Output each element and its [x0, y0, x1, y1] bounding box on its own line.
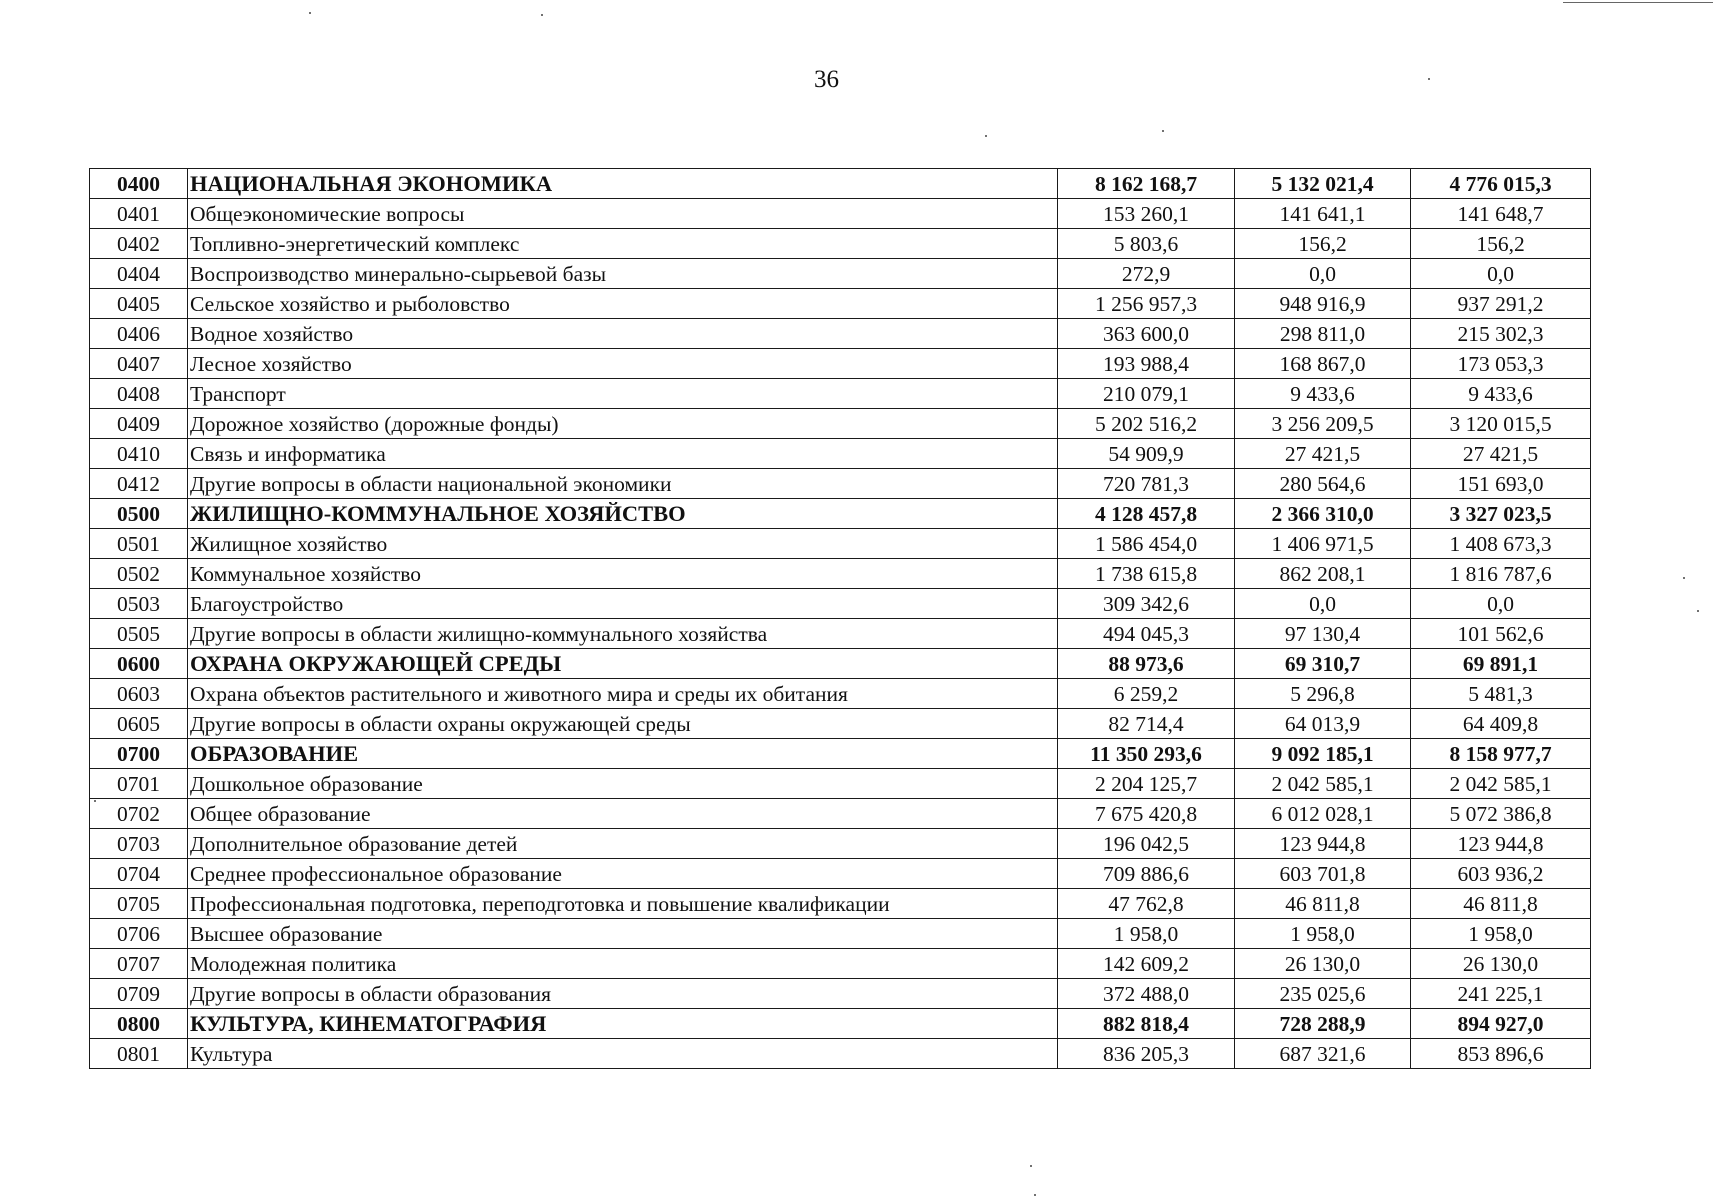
- scan-speck: [309, 12, 311, 14]
- row-value-1: 5 202 516,2: [1058, 409, 1235, 439]
- table-row: [90, 979, 1591, 1009]
- row-name: Дополнительное образование детей: [188, 829, 1058, 859]
- row-value-1: 54 909,9: [1058, 439, 1235, 469]
- row-value-3: 173 053,3: [1411, 349, 1591, 379]
- table-row: [90, 349, 1591, 379]
- row-value-1: 882 818,4: [1058, 1009, 1235, 1039]
- row-value-2: 280 564,6: [1235, 469, 1411, 499]
- row-code: 0702: [90, 799, 188, 829]
- row-value-3: 0,0: [1411, 259, 1591, 289]
- row-name: Другие вопросы в области жилищно-коммунального хозяйства: [188, 619, 1058, 649]
- row-value-1: 193 988,4: [1058, 349, 1235, 379]
- row-value-2: 156,2: [1235, 229, 1411, 259]
- row-value-3: 5 481,3: [1411, 679, 1591, 709]
- row-value-3: 123 944,8: [1411, 829, 1591, 859]
- row-value-1: 88 973,6: [1058, 649, 1235, 679]
- row-value-2: 27 421,5: [1235, 439, 1411, 469]
- table-row: [90, 829, 1591, 859]
- row-value-3: 215 302,3: [1411, 319, 1591, 349]
- row-value-3: 26 130,0: [1411, 949, 1591, 979]
- row-value-2: 0,0: [1235, 259, 1411, 289]
- row-value-1: 2 204 125,7: [1058, 769, 1235, 799]
- row-value-2: 728 288,9: [1235, 1009, 1411, 1039]
- row-value-1: 709 886,6: [1058, 859, 1235, 889]
- row-value-2: 862 208,1: [1235, 559, 1411, 589]
- row-code: 0501: [90, 529, 188, 559]
- table-row: [90, 409, 1591, 439]
- row-value-3: 1 816 787,6: [1411, 559, 1591, 589]
- row-code: 0407: [90, 349, 188, 379]
- table-row: [90, 469, 1591, 499]
- budget-table-body: [90, 169, 1591, 1069]
- row-name: Лесное хозяйство: [188, 349, 1058, 379]
- table-row: [90, 619, 1591, 649]
- row-value-3: 27 421,5: [1411, 439, 1591, 469]
- row-code: 0600: [90, 649, 188, 679]
- row-value-3: 3 120 015,5: [1411, 409, 1591, 439]
- row-value-1: 196 042,5: [1058, 829, 1235, 859]
- table-row: [90, 319, 1591, 349]
- row-value-1: 372 488,0: [1058, 979, 1235, 1009]
- section-row: [90, 739, 1591, 769]
- row-name: Среднее профессиональное образование: [188, 859, 1058, 889]
- row-name: Дорожное хозяйство (дорожные фонды): [188, 409, 1058, 439]
- row-value-2: 5 296,8: [1235, 679, 1411, 709]
- row-code: 0404: [90, 259, 188, 289]
- scan-speck: [1034, 1194, 1036, 1196]
- row-value-3: 1 408 673,3: [1411, 529, 1591, 559]
- row-value-2: 2 042 585,1: [1235, 769, 1411, 799]
- row-value-2: 26 130,0: [1235, 949, 1411, 979]
- row-code: 0402: [90, 229, 188, 259]
- row-name: КУЛЬТУРА, КИНЕМАТОГРАФИЯ: [188, 1009, 1058, 1039]
- row-code: 0503: [90, 589, 188, 619]
- budget-table: [89, 168, 1591, 1069]
- row-value-3: 603 936,2: [1411, 859, 1591, 889]
- table-row: [90, 199, 1591, 229]
- row-value-3: 46 811,8: [1411, 889, 1591, 919]
- row-value-3: 0,0: [1411, 589, 1591, 619]
- row-code: 0400: [90, 169, 188, 199]
- row-value-2: 46 811,8: [1235, 889, 1411, 919]
- row-value-2: 948 916,9: [1235, 289, 1411, 319]
- scan-edge-line: [1563, 2, 1713, 3]
- row-code: 0603: [90, 679, 188, 709]
- row-value-1: 153 260,1: [1058, 199, 1235, 229]
- row-value-1: 11 350 293,6: [1058, 739, 1235, 769]
- row-name: ОХРАНА ОКРУЖАЮЩЕЙ СРЕДЫ: [188, 649, 1058, 679]
- section-row: [90, 1009, 1591, 1039]
- row-name: Водное хозяйство: [188, 319, 1058, 349]
- row-name: Благоустройство: [188, 589, 1058, 619]
- row-value-1: 210 079,1: [1058, 379, 1235, 409]
- row-value-1: 1 958,0: [1058, 919, 1235, 949]
- scan-speck: [985, 135, 987, 137]
- row-value-1: 7 675 420,8: [1058, 799, 1235, 829]
- row-value-3: 4 776 015,3: [1411, 169, 1591, 199]
- row-name: Высшее образование: [188, 919, 1058, 949]
- row-value-3: 1 958,0: [1411, 919, 1591, 949]
- row-value-2: 5 132 021,4: [1235, 169, 1411, 199]
- row-code: 0709: [90, 979, 188, 1009]
- page-number: 36: [814, 66, 839, 93]
- scan-speck: [541, 14, 543, 16]
- row-value-2: 97 130,4: [1235, 619, 1411, 649]
- table-row: [90, 259, 1591, 289]
- table-row: [90, 379, 1591, 409]
- row-name: Общеэкономические вопросы: [188, 199, 1058, 229]
- row-code: 0406: [90, 319, 188, 349]
- row-name: ОБРАЗОВАНИЕ: [188, 739, 1058, 769]
- row-value-1: 82 714,4: [1058, 709, 1235, 739]
- row-name: Жилищное хозяйство: [188, 529, 1058, 559]
- row-value-2: 1 406 971,5: [1235, 529, 1411, 559]
- row-name: Другие вопросы в области национальной экономики: [188, 469, 1058, 499]
- scan-speck: [1683, 577, 1685, 579]
- row-value-2: 64 013,9: [1235, 709, 1411, 739]
- row-value-2: 0,0: [1235, 589, 1411, 619]
- table-row: [90, 679, 1591, 709]
- row-code: 0502: [90, 559, 188, 589]
- row-code: 0401: [90, 199, 188, 229]
- row-code: 0705: [90, 889, 188, 919]
- row-value-2: 69 310,7: [1235, 649, 1411, 679]
- row-value-2: 123 944,8: [1235, 829, 1411, 859]
- row-code: 0500: [90, 499, 188, 529]
- table-row: [90, 439, 1591, 469]
- row-code: 0405: [90, 289, 188, 319]
- row-code: 0800: [90, 1009, 188, 1039]
- row-value-2: 1 958,0: [1235, 919, 1411, 949]
- table-row: [90, 289, 1591, 319]
- section-row: [90, 169, 1591, 199]
- table-row: [90, 709, 1591, 739]
- row-value-3: 2 042 585,1: [1411, 769, 1591, 799]
- row-value-3: 156,2: [1411, 229, 1591, 259]
- row-name: Воспроизводство минерально-сырьевой базы: [188, 259, 1058, 289]
- row-value-1: 47 762,8: [1058, 889, 1235, 919]
- table-row: [90, 589, 1591, 619]
- row-value-3: 8 158 977,7: [1411, 739, 1591, 769]
- scan-speck: [1162, 130, 1164, 132]
- row-value-1: 494 045,3: [1058, 619, 1235, 649]
- row-value-1: 720 781,3: [1058, 469, 1235, 499]
- row-code: 0801: [90, 1039, 188, 1069]
- row-name: Дошкольное образование: [188, 769, 1058, 799]
- row-value-3: 5 072 386,8: [1411, 799, 1591, 829]
- row-value-2: 298 811,0: [1235, 319, 1411, 349]
- row-value-3: 141 648,7: [1411, 199, 1591, 229]
- row-code: 0605: [90, 709, 188, 739]
- row-value-3: 151 693,0: [1411, 469, 1591, 499]
- row-value-2: 235 025,6: [1235, 979, 1411, 1009]
- row-name: Охрана объектов растительного и животного мира и среды их обитания: [188, 679, 1058, 709]
- row-code: 0703: [90, 829, 188, 859]
- row-value-1: 8 162 168,7: [1058, 169, 1235, 199]
- row-value-2: 141 641,1: [1235, 199, 1411, 229]
- row-name: Транспорт: [188, 379, 1058, 409]
- row-code: 0410: [90, 439, 188, 469]
- scan-speck: [1428, 78, 1430, 80]
- row-value-2: 9 092 185,1: [1235, 739, 1411, 769]
- scan-speck: [1697, 610, 1699, 612]
- row-value-1: 4 128 457,8: [1058, 499, 1235, 529]
- row-value-3: 9 433,6: [1411, 379, 1591, 409]
- row-value-3: 64 409,8: [1411, 709, 1591, 739]
- row-name: ЖИЛИЩНО-КОММУНАЛЬНОЕ ХОЗЯЙСТВО: [188, 499, 1058, 529]
- row-value-2: 168 867,0: [1235, 349, 1411, 379]
- row-name: Топливно-энергетический комплекс: [188, 229, 1058, 259]
- row-value-2: 9 433,6: [1235, 379, 1411, 409]
- row-name: Сельское хозяйство и рыболовство: [188, 289, 1058, 319]
- row-value-3: 101 562,6: [1411, 619, 1591, 649]
- row-name: Общее образование: [188, 799, 1058, 829]
- scan-speck: [94, 800, 96, 802]
- row-code: 0408: [90, 379, 188, 409]
- row-value-2: 603 701,8: [1235, 859, 1411, 889]
- table-row: [90, 559, 1591, 589]
- row-code: 0412: [90, 469, 188, 499]
- row-value-2: 2 366 310,0: [1235, 499, 1411, 529]
- table-row: [90, 529, 1591, 559]
- row-value-3: 241 225,1: [1411, 979, 1591, 1009]
- table-row: [90, 229, 1591, 259]
- row-name: Другие вопросы в области образования: [188, 979, 1058, 1009]
- scan-speck: [1030, 1165, 1032, 1167]
- row-value-2: 6 012 028,1: [1235, 799, 1411, 829]
- row-value-1: 309 342,6: [1058, 589, 1235, 619]
- row-code: 0704: [90, 859, 188, 889]
- row-value-1: 5 803,6: [1058, 229, 1235, 259]
- row-value-2: 687 321,6: [1235, 1039, 1411, 1069]
- row-code: 0700: [90, 739, 188, 769]
- table-row: [90, 949, 1591, 979]
- row-value-2: 3 256 209,5: [1235, 409, 1411, 439]
- table-row: [90, 1039, 1591, 1069]
- row-code: 0707: [90, 949, 188, 979]
- table-row: [90, 859, 1591, 889]
- table-row: [90, 799, 1591, 829]
- row-name: Коммунальное хозяйство: [188, 559, 1058, 589]
- table-row: [90, 769, 1591, 799]
- row-value-1: 1 738 615,8: [1058, 559, 1235, 589]
- row-code: 0409: [90, 409, 188, 439]
- row-value-1: 6 259,2: [1058, 679, 1235, 709]
- row-name: Профессиональная подготовка, переподготовка и повышение квалификации: [188, 889, 1058, 919]
- row-value-1: 1 256 957,3: [1058, 289, 1235, 319]
- table-row: [90, 889, 1591, 919]
- row-name: Связь и информатика: [188, 439, 1058, 469]
- table-row: [90, 919, 1591, 949]
- row-value-1: 1 586 454,0: [1058, 529, 1235, 559]
- section-row: [90, 499, 1591, 529]
- row-value-1: 836 205,3: [1058, 1039, 1235, 1069]
- row-value-3: 894 927,0: [1411, 1009, 1591, 1039]
- section-row: [90, 649, 1591, 679]
- row-name: Культура: [188, 1039, 1058, 1069]
- row-value-1: 272,9: [1058, 259, 1235, 289]
- row-value-3: 853 896,6: [1411, 1039, 1591, 1069]
- row-value-3: 69 891,1: [1411, 649, 1591, 679]
- row-value-1: 142 609,2: [1058, 949, 1235, 979]
- row-value-3: 937 291,2: [1411, 289, 1591, 319]
- row-code: 0505: [90, 619, 188, 649]
- row-name: Молодежная политика: [188, 949, 1058, 979]
- row-name: НАЦИОНАЛЬНАЯ ЭКОНОМИКА: [188, 169, 1058, 199]
- row-value-3: 3 327 023,5: [1411, 499, 1591, 529]
- row-code: 0706: [90, 919, 188, 949]
- row-code: 0701: [90, 769, 188, 799]
- row-value-1: 363 600,0: [1058, 319, 1235, 349]
- row-name: Другие вопросы в области охраны окружающей среды: [188, 709, 1058, 739]
